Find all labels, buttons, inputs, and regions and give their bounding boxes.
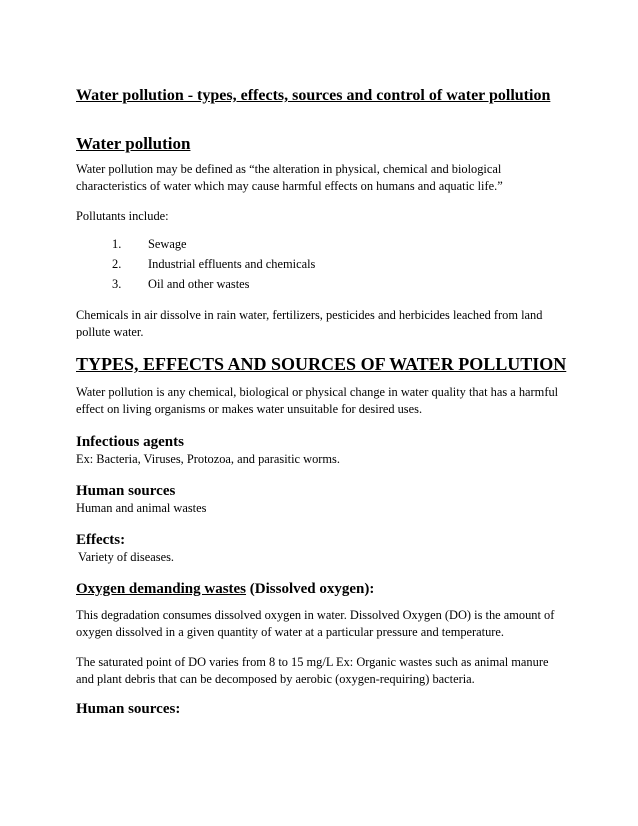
oxygen-heading-rest: (Dissolved oxygen):: [246, 581, 375, 597]
oxygen-demanding-wastes-heading: [76, 580, 566, 598]
list-item: [76, 254, 566, 274]
chemicals-paragraph: Chemicals in air dissolve in rain water, fertilizers, pesticides and herbicides leached from land pollute water.: [76, 308, 543, 339]
pollutants-intro: Pollutants include:: [76, 209, 169, 223]
oxygen-paragraph-2: The saturated point of DO varies from 8 to 15 mg/L Ex: Organic wastes such as animal manure and plant debris that can be decomposed by aerobic (oxygen-requiring) bacteria.: [76, 655, 549, 686]
list-item: [76, 234, 566, 254]
types-intro-paragraph: Water pollution is any chemical, biological or physical change in water quality that has a harmful effect on living organisms or makes water unsuitable for desired uses.: [76, 385, 559, 416]
human-sources-heading: Human sources: [76, 483, 176, 499]
list-item-number: 1.: [112, 237, 122, 251]
infectious-agents-heading: Infectious agents: [76, 434, 184, 450]
effects-heading: Effects:: [76, 532, 126, 548]
section-heading-types-effects-sources: TYPES, EFFECTS AND SOURCES OF WATER POLLUTION: [76, 354, 567, 374]
document-page: [76, 86, 566, 718]
section-heading-water-pollution: Water pollution: [76, 134, 191, 153]
list-item-label: Oil and other wastes: [148, 277, 250, 291]
document-title: Water pollution - types, effects, sources and control of water pollution: [76, 87, 551, 104]
human-sources-text: Human and animal wastes: [76, 501, 207, 515]
pollutants-list: [76, 234, 566, 294]
human-sources-heading-2: Human sources:: [76, 701, 181, 717]
infectious-agents-text: Ex: Bacteria, Viruses, Protozoa, and parasitic worms.: [76, 452, 340, 466]
list-item-number: 2.: [112, 257, 122, 271]
list-item-number: 3.: [112, 277, 122, 291]
list-item-label: Sewage: [148, 237, 187, 251]
oxygen-heading-underlined: Oxygen demanding wastes: [76, 581, 247, 597]
list-item-label: Industrial effluents and chemicals: [148, 257, 316, 271]
oxygen-paragraph-1: This degradation consumes dissolved oxygen in water. Dissolved Oxygen (DO) is the amount of oxygen dissolved in a given quantity of water at a particular pressure and temperature.: [76, 608, 555, 639]
definition-paragraph: Water pollution may be defined as “the alteration in physical, chemical and biological characteristics of water which may cause harmful effects on humans and aquatic life.”: [76, 162, 503, 193]
effects-text: Variety of diseases.: [78, 550, 174, 564]
list-item: [76, 274, 566, 294]
